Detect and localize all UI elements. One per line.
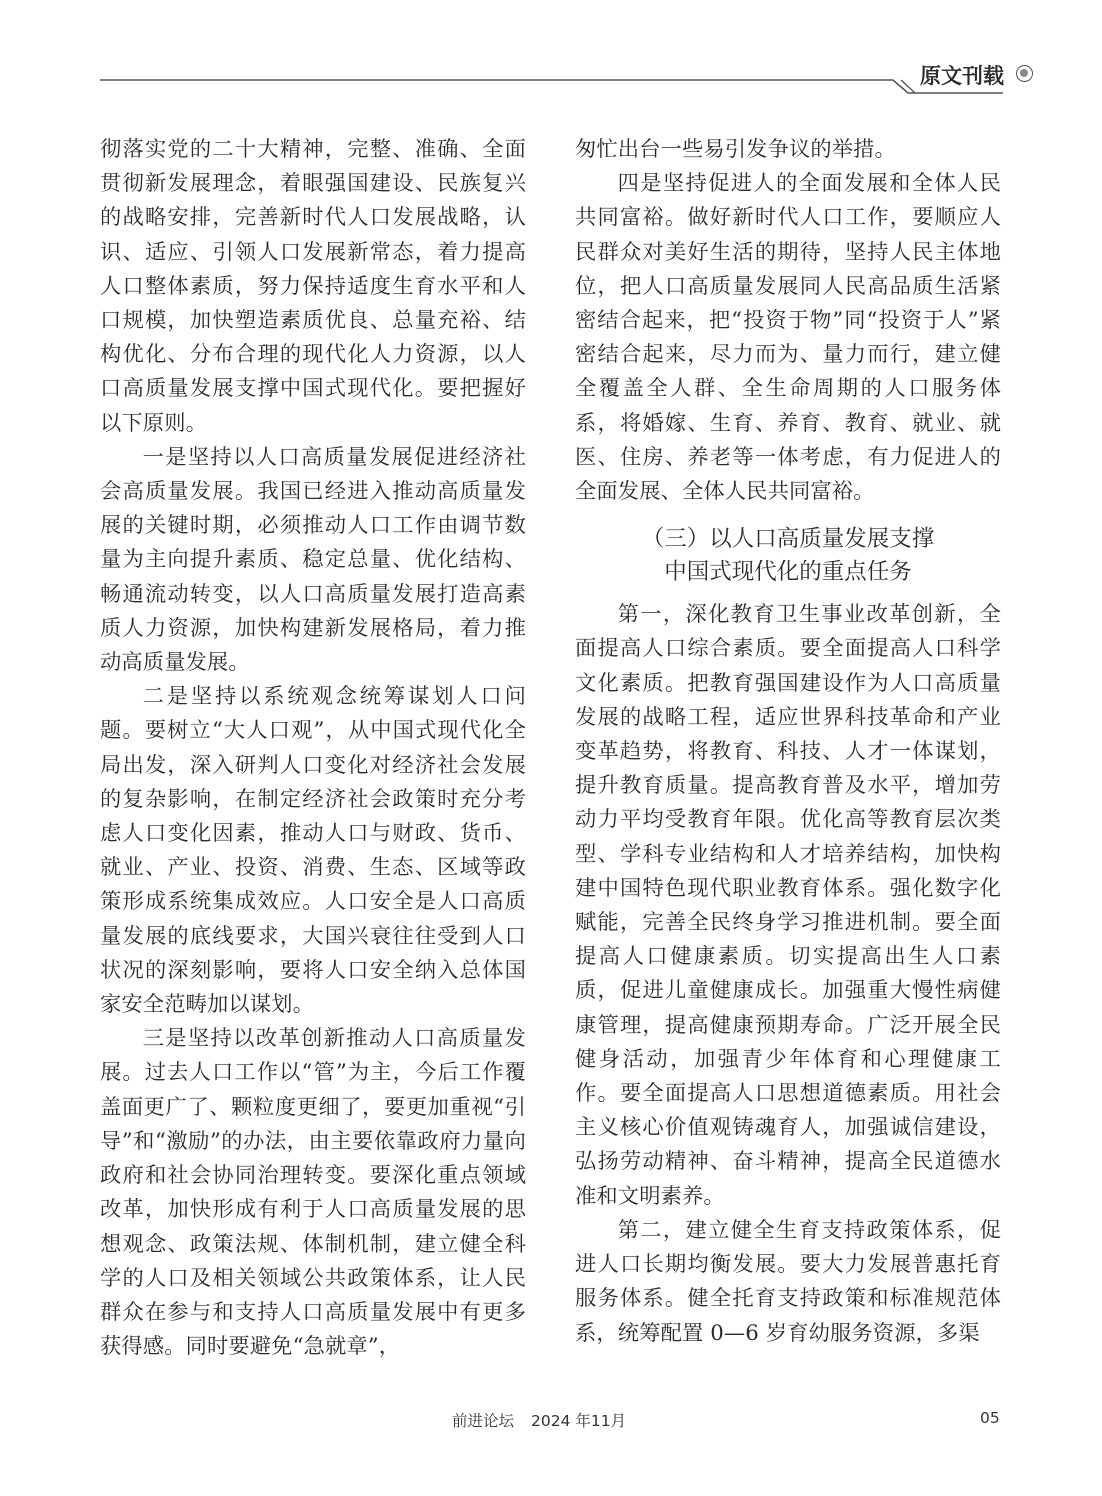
footer-magazine-name: 前进论坛 bbox=[452, 1412, 515, 1430]
header-rule bbox=[0, 0, 1102, 110]
paragraph: 三是坚持以改革创新推动人口高质量发展。过去人口工作以“管”为主，今后工作覆盖面更广了、颗粒度更细了，要更加重视“引导”和“激励”的办法，由主要依靠政府力量向政府和社会协同治理转变。要深化重点领域改革，加快形成有利于人口高质量发展的思想观念、政策法规、体制机制，建立健全科学的人口及相关领域公共政策体系，让人民群众在参与和支持人口高质量发展中有更多获得感。同时要避免“急就章”， bbox=[100, 1026, 526, 1360]
section-heading-line: （三）以人口高质量发展支撑 bbox=[641, 526, 935, 553]
paragraph: 第二，建立健全生育支持政策体系，促进人口长期均衡发展。要大力发展普惠托育服务体系。健全托育支持政策和标准规范体系，统筹配置 0—6 岁育幼服务资源，多渠 bbox=[575, 1217, 1001, 1346]
right-column bbox=[575, 133, 1001, 1351]
section-label: 原文刊载 bbox=[920, 63, 1004, 88]
left-column bbox=[100, 133, 526, 1364]
paragraph: 彻落实党的二十大精神，完整、准确、全面贯彻新发展理念，着眼强国建设、民族复兴的战略安排，完善新时代人口发展战略，认识、适应、引领人口发展新常态，着力提高人口整体素质，努力保持适度生育水平和人口规模，加快塑造素质优良、总量充裕、结构优化、分布合理的现代化人力资源，以人口高质量发展支撑中国式现代化。要把握好以下原则。 bbox=[100, 137, 526, 436]
paragraph: 匆忙出台一些易引发争议的举措。 bbox=[575, 137, 896, 162]
target-icon bbox=[1016, 65, 1033, 82]
paragraph: 一是坚持以人口高质量发展促进经济社会高质量发展。我国已经进入推动高质量发展的关键时期，必须推动人口工作由调节数量为主向提升素质、稳定总量、优化结构、畅通流动转变，以人口高质量发展打造高素质人力资源，加快构建新发展格局，着力推动高质量发展。 bbox=[100, 444, 526, 676]
paragraph: 四是坚持促进人的全面发展和全体人民共同富裕。做好新时代人口工作，要顺应人民群众对美好生活的期待，坚持人民主体地位，把人口高质量发展同人民高品质生活紧密结合起来，把“投资于物”同“投资于人”紧密结合起来，尽力而为、量力而行，建立健全覆盖全人群、全生命周期的人口服务体系，将婚嫁、生育、养育、教育、就业、就医、住房、养老等一体考虑，有力促进人的全面发展、全体人民共同富裕。 bbox=[575, 171, 1001, 505]
section-heading-line: 中国式现代化的重点任务 bbox=[664, 559, 912, 586]
paragraph: 第一，深化教育卫生事业改革创新，全面提高人口综合素质。要全面提高人口科学文化素质。把教育强国建设作为人口高质量发展的战略工程，适应世界科技革命和产业变革趋势，将教育、科技、人才一体谋划，提升教育质量。提高教育普及水平，增加劳动力平均受教育年限。优化高等教育层次类型、学科专业结构和人才培养结构，加快构建中国特色现代职业教育体系。强化数字化赋能，完善全民终身学习推进机制。要全面提高人口健康素质。切实提高出生人口素质，促进儿童健康成长。加强重大慢性病健康管理，提高健康预期寿命。广泛开展全民健身活动，加强青少年体育和心理健康工作。要全面提高人口思想道德素质。用社会主义核心价值观铸魂育人，加强诚信建设，弘扬劳动精神、奋斗精神，提高全民道德水准和文明素养。 bbox=[575, 602, 1001, 1209]
paragraph: 二是坚持以系统观念统筹谋划人口问题。要树立“大人口观”，从中国式现代化全局出发，深入研判人口变化对经济社会发展的复杂影响，在制定经济社会政策时充分考虑人口变化因素，推动人口与财政、货币、就业、产业、投资、消费、生态、区域等政策形成系统集成效应。人口安全是人口高质量发展的底线要求，大国兴衰往往受到人口状况的深刻影响，要将人口安全纳入总体国家安全范畴加以谋划。 bbox=[100, 684, 526, 1018]
page-number: 05 bbox=[980, 1409, 1000, 1427]
footer-issue-date: 2024 年11月 bbox=[531, 1412, 627, 1430]
section-heading bbox=[575, 523, 1001, 589]
